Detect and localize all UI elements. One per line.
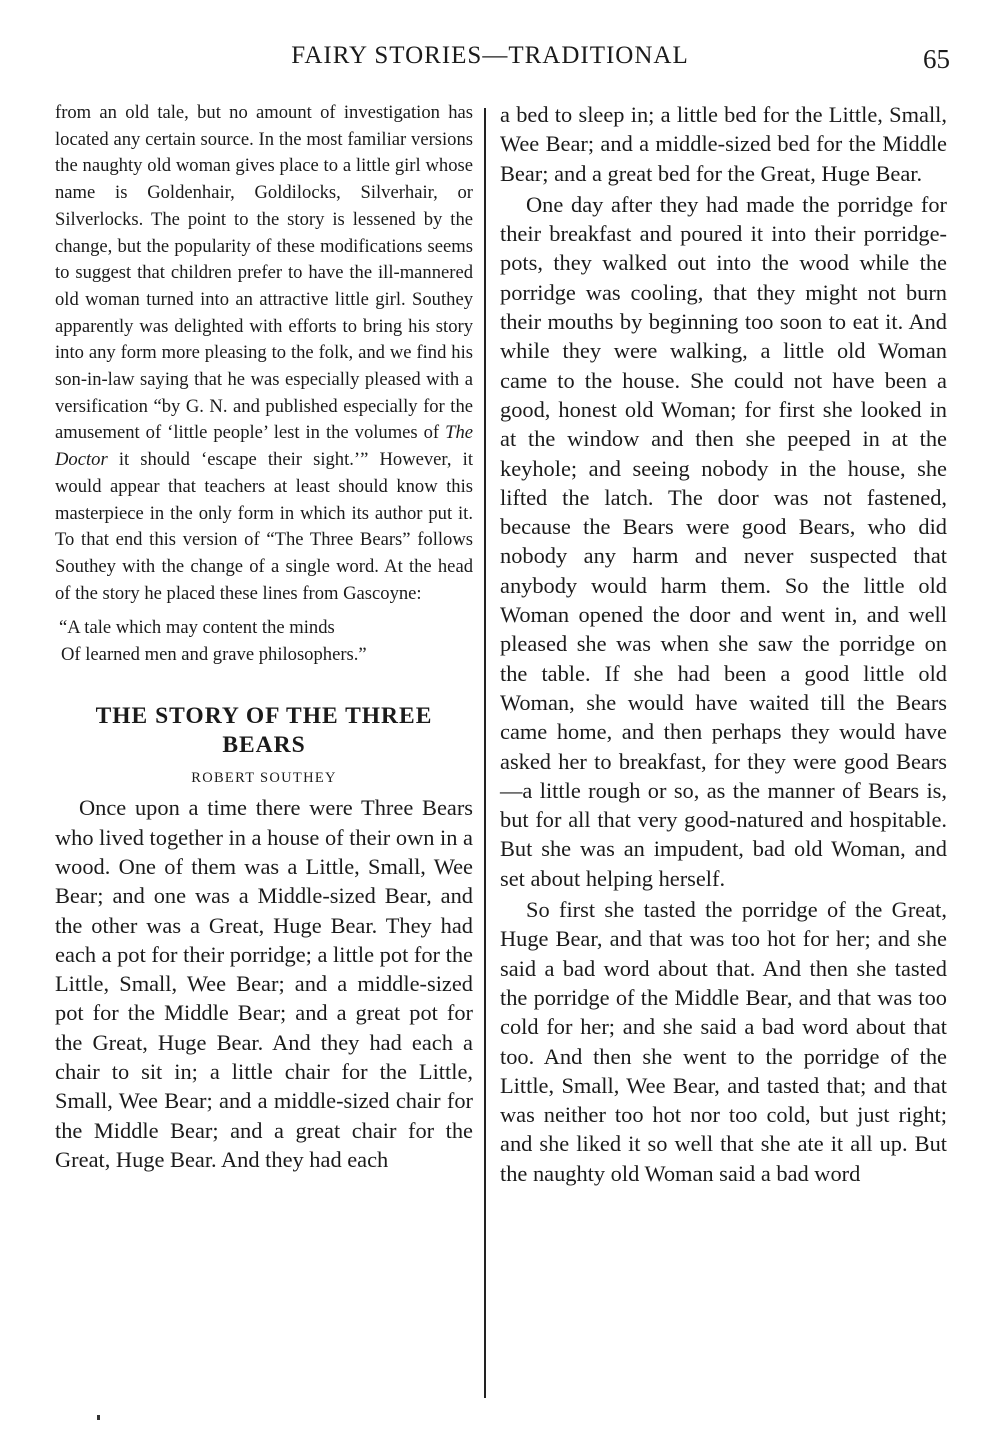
right-column: [500, 100, 947, 1188]
printer-mark: [97, 1415, 100, 1420]
story-author: ROBERT SOUTHEY: [191, 770, 337, 787]
story-paragraph: a bed to sleep in; a little bed for the Little, Small, Wee Bear; and a middle-sized bed for the Middle Bear; and a great bed for the Great, Huge Bear.: [500, 102, 947, 186]
story-title: THE STORY OF THE THREE BEARS: [95, 703, 433, 759]
verse-line: Of learned men and grave philosophers.”: [61, 643, 367, 665]
epigraph-verse: [59, 615, 473, 668]
column-divider: [484, 108, 486, 1398]
intro-text-part-2: it should ‘escape their sight.’” However, it would appear that teachers at least should know this masterpiece in the only form in which its author put it. To that end this version of “The Three Bears” follows Southey with the change of a single word. At the head of the story he placed these lines from Gascoyne:: [55, 449, 473, 604]
verse-line: “A tale which may content the minds: [59, 617, 335, 639]
page-number: 65: [923, 44, 950, 74]
story-paragraph: So first she tasted the porridge of the Great, Huge Bear, and that was too hot for her; and she said a bad word about that. And then she tasted the porridge of the Middle Bear, and that was too cold for her; and she said a bad word about that too. And then she went to the porridge of the Little, Small, Wee Bear, and tasted that; and that was neither too hot nor too cold, but just right; and she liked it so well that she ate it all up. But the naughty old Woman said a bad word: [500, 897, 947, 1186]
intro-paragraph: [55, 100, 473, 607]
intro-text-part-1: from an old tale, but no amount of investigation has located any certain source. In the most familiar versions the naughty old woman gives place to a little girl whose name is Goldenhair, Goldilocks, Silverhair, or Silverlocks. The point to the story is lessened by the change, but the popularity of these modifications seems to suggest that children prefer to have the ill-mannered old woman turned into an attractive little girl. Southey apparently was delighted with efforts to bring his story into any form more pleasing to the folk, and we find his son-in-law saying that he was especially pleased with a versification “by G. N. and published especially for the amusement of ‘little people’ lest in the volumes of: [55, 102, 473, 444]
story-paragraph: Once upon a time there were Three Bears who lived together in a house of their own in a wood. One of them was a Little, Small, Wee Bear; and one was a Middle-sized Bear, and the other was a Great, Huge Bear. They had each a pot for their porridge; a little pot for the Little, Small, Wee Bear; and a middle-sized pot for the Middle Bear; and a great pot for the Great, Huge Bear. And they had each a chair to sit in; a little chair for the Little, Small, Wee Bear; and a middle-sized chair for the Middle Bear; and a great chair for the Great, Huge Bear. And they had each: [55, 795, 473, 1172]
left-column: [55, 100, 473, 1174]
book-title: The Doctor: [55, 422, 473, 471]
running-head: FAIRY STORIES—TRADITIONAL: [291, 42, 689, 69]
story-paragraph: One day after they had made the porridge for their breakfast and poured it into their porridge-pots, they walked out into the wood while the porridge was cooling, that they might not burn their mouths by beginning too soon to eat it. And while they were walking, a little old Woman came to the house. She could not have been a good, honest old Woman; for first she looked in at the window and then she peeped in at the keyhole; and seeing nobody in the house, she lifted the latch. The door was not fastened, because the Bears were good Bears, who did nobody any harm and never suspected that anybody would harm them. So the little old Woman opened the door and went in, and well pleased she was when she saw the porridge on the table. If she had been a good little old Woman, she would have waited till the Bears came home, and then perhaps they would have asked her to breakfast, for they were good Bears—a little rough or so, as the manner of Bears is, but for all that very good-natured and hospitable. But she was an impudent, bad old Woman, and set about helping herself.: [500, 191, 947, 891]
